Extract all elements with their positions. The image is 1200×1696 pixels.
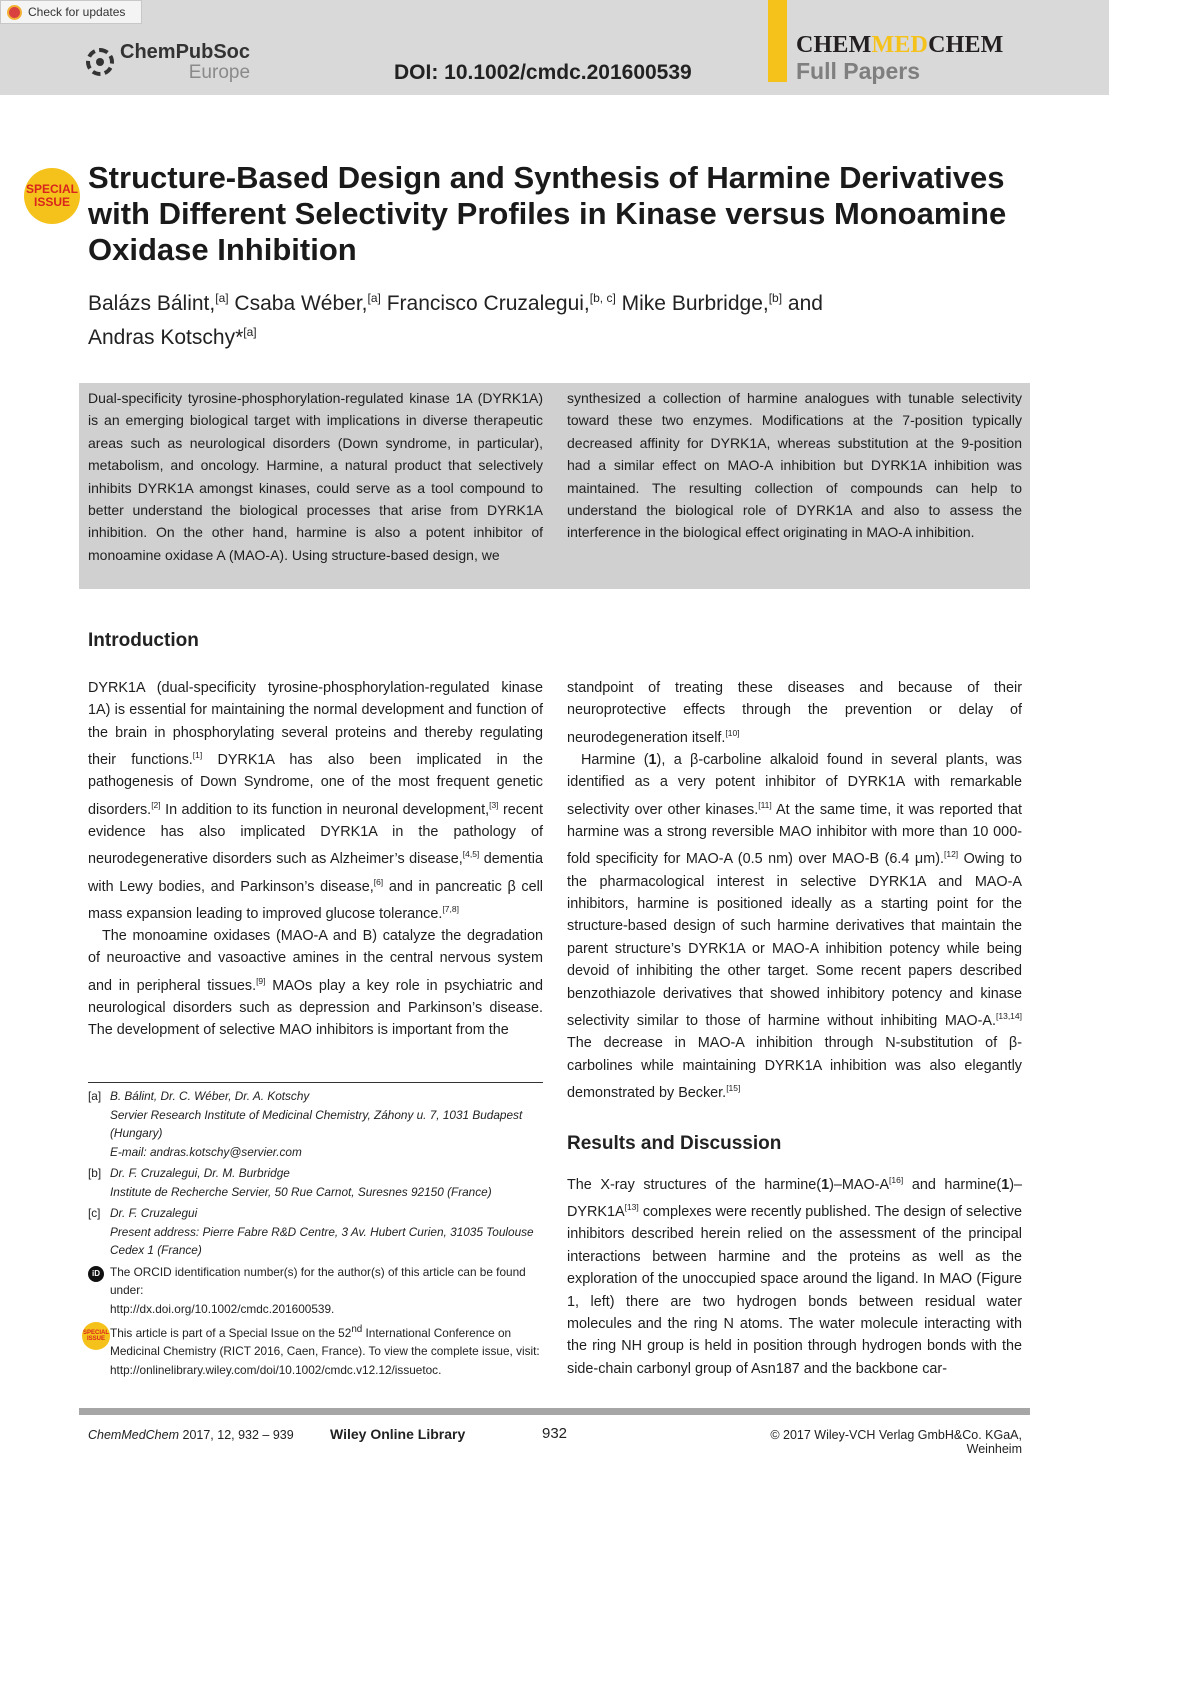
citation-ref[interactable]: [16] <box>889 1175 904 1185</box>
special-issue-icon-line-1: SPECIAL <box>82 1330 109 1336</box>
footnote-c <box>88 1204 543 1260</box>
compound-number: 1 <box>821 1176 830 1193</box>
footnote-b <box>88 1164 543 1201</box>
text-run: Harmine ( <box>581 752 649 768</box>
author-email-link[interactable]: E-mail: andras.kotschy@servier.com <box>110 1144 302 1159</box>
footnote-a <box>88 1087 543 1161</box>
citation-ref[interactable]: [9] <box>256 975 266 986</box>
footnote-orcid <box>88 1263 543 1319</box>
orcid-text: The ORCID identification number(s) for the author(s) of this article can be found under: <box>110 1264 526 1297</box>
special-issue-text <box>110 1321 543 1361</box>
author-name: Balázs Bálint, <box>88 292 216 315</box>
text-run: DYRK1A has also been implicated in the pathogenesis of Down Syndrome, one of the most frequent genetic disorders. <box>88 752 543 818</box>
text-run: )–MAO-A <box>829 1176 890 1193</box>
body-column-left <box>88 677 543 1042</box>
author-affiliation: [a] <box>243 325 257 339</box>
doi-link[interactable]: DOI: 10.1002/cmdc.201600539 <box>394 61 692 84</box>
intro-paragraph-1 <box>88 677 543 925</box>
author-conjunction: and <box>787 292 823 315</box>
text-run: MAOs play a key role in psychiatric and neurological disorders such as depression and Parkinson’s disease. The development of selective MAO inhibitors is important from the <box>88 977 543 1039</box>
text-run: dementia with Lewy bodies, and Parkinson’s disease, <box>88 851 543 895</box>
journal-name-mid: MED <box>871 32 929 58</box>
author-list <box>88 284 1028 352</box>
citation-ref[interactable]: [10] <box>725 727 740 738</box>
citation-details: 2017, 12, 932 – 939 <box>179 1428 294 1442</box>
footnote-special-issue <box>82 1321 543 1379</box>
compound-number: 1 <box>648 752 657 768</box>
citation-journal: ChemMedChem <box>88 1428 180 1442</box>
footnote-address: Institute de Recherche Servier, 50 Rue Carnot, Suresnes 92150 (France) <box>110 1184 492 1199</box>
text-run: complexes were recently published. The design of selective inhibitors described herein relied on the assessment of the principal interactions between harmine and the proteins as well as the exploration of the unoccupied space around the ligand. In MAO (Figure 1, left) there are two hydrogen bonds between residual water molecules and the ring N atoms. The water molecule interacting with the ring NH group is held in position through hydrogen bonds with the side-chain carbonyl group of Asn187 and the backbone car- <box>567 1204 1022 1377</box>
society-subname: Europe <box>188 62 251 83</box>
wiley-online-library-link[interactable]: Wiley Online Library <box>330 1426 466 1442</box>
citation-ref[interactable]: [12] <box>943 849 959 860</box>
article-title: Structure-Based Design and Synthesis of Harmine Derivatives with Different Selectivity Profiles in Kinase versus Monoamine Oxidase Inhibition <box>88 160 1007 267</box>
text-run: standpoint of treating these diseases and because of their neuroprotective effects through the prevention or delay of neurodegeneration itself. <box>567 680 1022 746</box>
special-issue-text-end: International Conference on Medicinal Chemistry (RICT 2016, Caen, France). To view the complete issue, visit: <box>110 1325 540 1359</box>
badge-line-2: ISSUE <box>33 195 70 209</box>
citation-ref[interactable]: [6] <box>373 876 384 887</box>
footnotes <box>82 1087 543 1382</box>
text-run: DYRK1A (dual-specificity tyrosine-phosphorylation-regulated kinase 1A) is essential for maintaining the normal development and function of the brain in phosphorylating several proteins and thereby regulating their functions. <box>88 680 543 769</box>
abstract-column-right: synthesized a collection of harmine analogues with tunable selectivity toward these two enzymes. Modifications at the 7-position typically decreased affinity for DYRK1A, whereas substitution at the 9-position had a similar effect on MAO-A inhibition but DYRK1A inhibition was maintained. The resulting collection of compounds can help to understand the biological role of DYRK1A and also to assess the interference in the biological effect originating in MAO-A inhibition. <box>567 390 1022 541</box>
text-run: The decrease in MAO-A inhibition through N-substitution of β-carbolines while maintaining DYRK1A inhibition was also elegantly demonstrated by Becker. <box>567 1035 1022 1101</box>
chempubsoc-gear-icon <box>86 48 114 76</box>
copyright: © 2017 Wiley-VCH Verlag GmbH&Co. KGaA, Weinheim <box>770 1428 1022 1456</box>
compound-number: 1 <box>1001 1176 1010 1193</box>
text-run: The X-ray structures of the harmine( <box>567 1176 822 1193</box>
check-updates-label: Check for updates <box>28 5 126 19</box>
society-name: ChemPubSoc <box>120 41 251 63</box>
page-number: 932 <box>542 1425 568 1442</box>
author-affiliation: [a] <box>367 291 381 305</box>
author-affiliation: [b, c] <box>589 291 616 305</box>
badge-line-1: SPECIAL <box>25 182 78 197</box>
author-name: Andras Kotschy* <box>88 326 244 349</box>
results-column <box>567 1169 1022 1380</box>
citation-ref[interactable]: [2] <box>151 799 161 810</box>
footnote-mark: [b] <box>88 1166 102 1180</box>
special-issue-link[interactable]: http://onlinelibrary.wiley.com/doi/10.1002/cmdc.v12.12/issuetoc. <box>110 1362 442 1377</box>
text-run: In addition to its function in neuronal development, <box>160 801 490 818</box>
author-name: Francisco Cruzalegui, <box>386 292 590 315</box>
citation-ref[interactable]: [13,14] <box>996 1011 1022 1022</box>
citation-ref[interactable]: [1] <box>192 750 203 761</box>
special-issue-icon <box>82 1322 110 1350</box>
society-text <box>120 42 250 82</box>
body-column-right-text <box>567 749 1022 1104</box>
introduction-heading: Introduction <box>88 630 199 651</box>
footnote-names: B. Bálint, Dr. C. Wéber, Dr. A. Kotschy <box>110 1089 310 1103</box>
orcid-link[interactable]: http://dx.doi.org/10.1002/cmdc.201600539. <box>110 1301 335 1316</box>
journal-accent-bar <box>768 0 787 82</box>
text-run: and harmine( <box>903 1176 1002 1193</box>
intro-paragraph-2-continuation <box>567 677 1022 749</box>
journal-name-start: CHEM <box>796 32 872 58</box>
check-for-updates-button[interactable] <box>0 0 142 24</box>
citation-ref[interactable]: [7,8] <box>442 903 459 914</box>
footnote-names: Dr. F. Cruzalegui, Dr. M. Burbridge <box>110 1166 290 1180</box>
citation-ref[interactable]: [4,5] <box>462 849 480 860</box>
citation-ref[interactable]: [3] <box>489 799 499 810</box>
society-logo <box>86 42 250 82</box>
footnote-rule <box>88 1082 543 1083</box>
intro-paragraph-2-tail <box>567 677 1022 749</box>
intro-paragraph-2 <box>88 925 543 1042</box>
text-run: The monoamine oxidases (MAO-A and B) catalyze the degradation of neuroactive and vasoactive amines in the central nervous system and in peripheral tissues. <box>88 928 543 994</box>
footer-citation <box>88 1428 294 1442</box>
article-type-label: Full Papers <box>796 58 920 84</box>
author-affiliation: [b] <box>768 291 783 305</box>
special-issue-text-sup: nd <box>351 1324 363 1335</box>
text-run: recent evidence has also implicated DYRK1A in the pathology of neurodegenerative disorders such as Alzheimer’s disease, <box>88 801 543 868</box>
footnote-names: Dr. F. Cruzalegui <box>110 1206 198 1220</box>
text-run: ), a β-carboline alkaloid found in several plants, was identified as a very potent inhibitor of DYRK1A with remarkable selectivity over other kinases. <box>567 752 1023 818</box>
author-name: Csaba Wéber, <box>234 292 368 315</box>
check-updates-icon <box>7 5 22 20</box>
results-paragraph-1 <box>567 1169 1022 1380</box>
text-run: )–DYRK1A <box>567 1176 1023 1220</box>
results-heading: Results and Discussion <box>567 1133 782 1154</box>
journal-name-end: CHEM <box>928 32 1004 58</box>
intro-paragraph-3 <box>567 749 1022 1104</box>
special-issue-badge <box>24 168 80 224</box>
footnote-address: Present address: Pierre Fabre R&D Centre, 3 Av. Hubert Curien, 31035 Toulouse Cedex 1 (France) <box>110 1224 534 1257</box>
abstract-column-left: Dual-specificity tyrosine-phosphorylation-regulated kinase 1A (DYRK1A) is an emerging biological target with implications in diverse therapeutic areas such as neurological disorders (Down syndrome, in particular), metabolism, and oncology. Harmine, a natural product that selectively inhibits DYRK1A amongst kinases, could serve as a tool compound to better understand the biological processes that arise from DYRK1A inhibition. On the other hand, harmine is also a potent inhibitor of monoamine oxidase A (MAO-A). Using structure-based design, we <box>88 390 543 563</box>
text-run: Owing to the pharmacological interest in selective DYRK1A and MAO-A inhibitors, harmine is positioned ideally as a starting point for the structure-based design of such harmine derivatives that maintain the parent structure’s DYRK1A or MAO-A inhibition potency while being devoid of inhibiting the other target. Some recent papers described benzothiazole derivatives that showed inhibitory potency and kinase selectivity similar to those of harmine without inhibiting MAO-A. <box>567 851 1022 1029</box>
citation-ref[interactable]: [15] <box>726 1083 741 1094</box>
author-affiliation: [a] <box>215 291 229 305</box>
special-issue-text-start: This article is part of a Special Issue on the 52 <box>110 1325 352 1340</box>
footnote-mark: [c] <box>88 1206 101 1220</box>
special-issue-icon-line-2: ISSUE <box>86 1336 105 1342</box>
citation-ref[interactable]: [11] <box>758 799 772 810</box>
footnote-address: Servier Research Institute of Medicinal Chemistry, Záhony u. 7, 1031 Budapest (Hungary) <box>110 1107 523 1140</box>
journal-name <box>796 32 1004 59</box>
citation-ref[interactable]: [13] <box>624 1202 639 1213</box>
footer-rule <box>79 1408 1030 1415</box>
orcid-icon: iD <box>88 1266 104 1282</box>
author-name: Mike Burbridge, <box>621 292 769 315</box>
text-run: and in pancreatic β cell mass expansion leading to improved glucose tolerance. <box>88 878 543 922</box>
footnote-mark: [a] <box>88 1089 102 1103</box>
text-run: At the same time, it was reported that harmine was a strong reversible MAO inhibitor with more than 10 000-fold specificity for MAO-A (0.5 nm) over MAO-B (6.4 μm). <box>567 801 1022 868</box>
